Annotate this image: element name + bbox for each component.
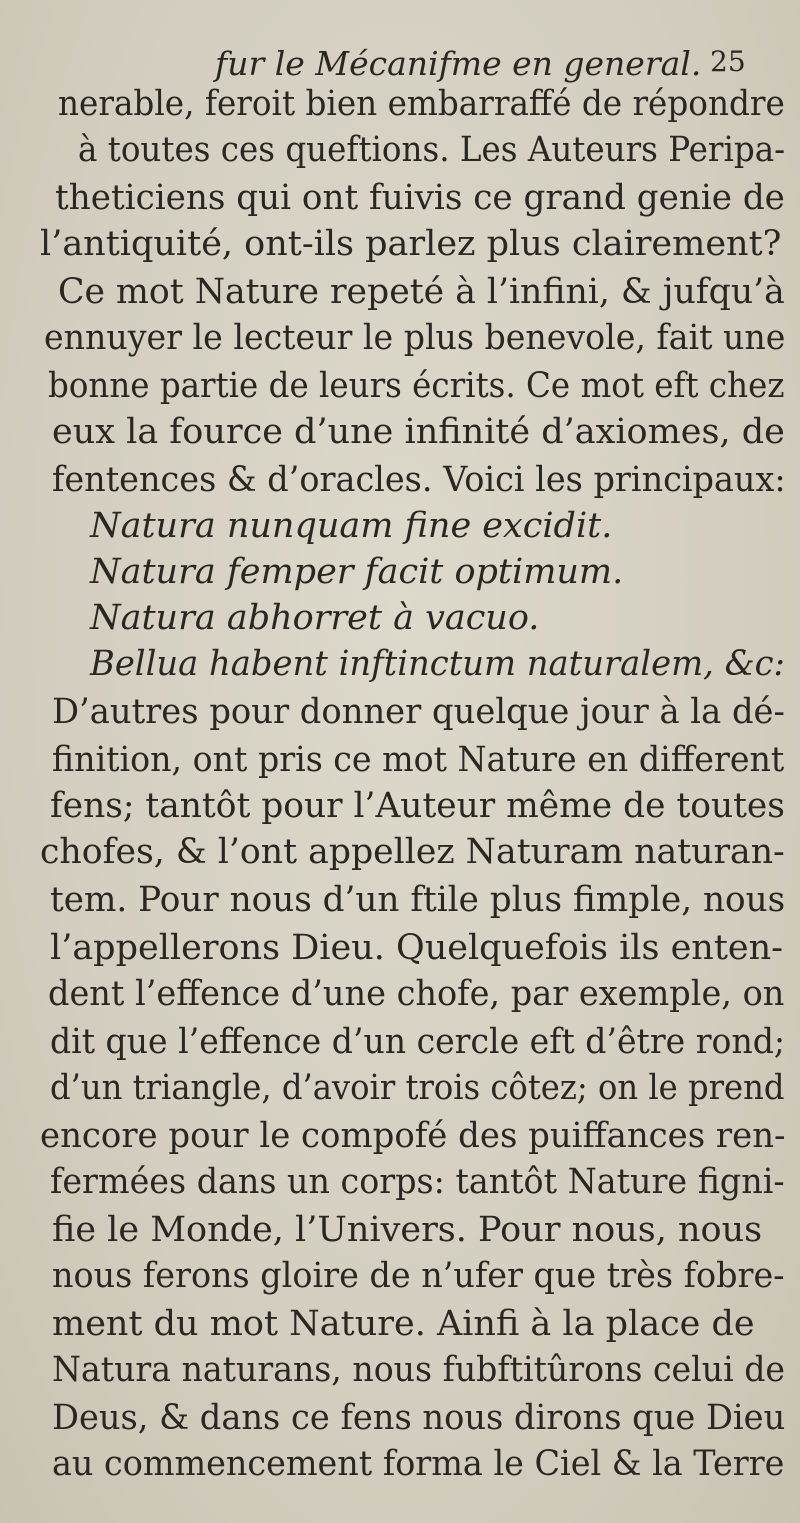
latin-maxim: Natura femper facit optimum. — [90, 552, 624, 592]
text-line: D’autres pour donner quelque jour à la dé- — [52, 692, 785, 732]
text-line: nous ferons gloire de n’ufer que très fobre- — [52, 1256, 785, 1296]
text-line: Ce mot Nature repeté à l’infini, & jufqu’à — [58, 272, 785, 312]
text-line: au commencement forma le Ciel & la Terre — [52, 1444, 785, 1484]
latin-maxim: Natura nunquam fine excidit. — [90, 506, 613, 546]
text-line: Natura naturans, nous fubftitûrons celui de — [52, 1350, 786, 1390]
latin-maxim: Natura abhorret à vacuo. — [90, 598, 540, 638]
text-line: theticiens qui ont fuivis ce grand genie de — [55, 178, 785, 218]
text-line: bonne partie de leurs écrits. Ce mot eft chez — [48, 366, 785, 406]
text-line: fens; tantôt pour l’Auteur même de toutes — [50, 786, 785, 826]
text-line: d’un triangle, d’avoir trois côtez; on le prend — [50, 1068, 785, 1108]
text-line: à toutes ces queftions. Les Auteurs Peripa- — [78, 130, 786, 170]
running-title: fur le Mécanifme en general. — [215, 44, 702, 83]
text-line: finition, ont pris ce mot Nature en different — [52, 740, 785, 780]
text-line: encore pour le compofé des puiffances ren- — [40, 1116, 786, 1156]
text-line: l’appellerons Dieu. Quelquefois ils enten- — [50, 928, 783, 968]
text-line: fermées dans un corps: tantôt Nature figni- — [50, 1162, 785, 1202]
text-line: dit que l’effence d’un cercle eft d’être rond; — [50, 1022, 786, 1062]
text-line: fentences & d’oracles. Voici les principaux: — [52, 460, 786, 500]
text-line: dent l’effence d’une chofe, par exemple, on — [48, 974, 785, 1014]
text-line: ment du mot Nature. Ainfi à la place de — [52, 1304, 755, 1344]
text-line: Deus, & dans ce fens nous dirons que Dieu — [52, 1398, 786, 1438]
text-line: nerable, feroit bien embarraffé de répondre — [58, 84, 785, 124]
text-line: eux la fource d’une infinité d’axiomes, de — [52, 412, 785, 452]
latin-maxim: Bellua habent inftinctum naturalem, &c: — [90, 644, 785, 684]
text-line: chofes, & l’ont appellez Naturam naturan- — [40, 832, 785, 872]
page-number: 25 — [710, 45, 746, 78]
text-line: ennuyer le lecteur le plus benevole, fait une — [44, 318, 786, 358]
text-line: fie le Monde, l’Univers. Pour nous, nous — [52, 1210, 763, 1250]
text-line: l’antiquité, ont-ils parlez plus clairement? — [40, 224, 782, 264]
text-line: tem. Pour nous d’un ftile plus fimple, nous — [50, 880, 786, 920]
